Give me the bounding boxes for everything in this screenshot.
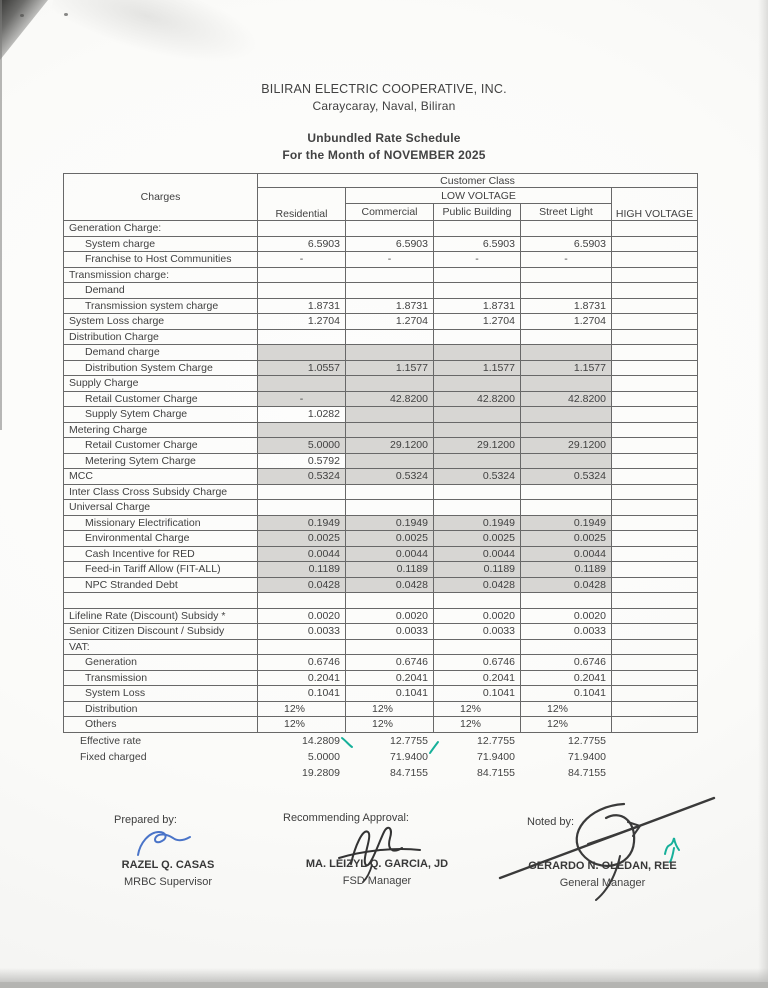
table-row xyxy=(64,608,698,624)
rate-value-cell: 0.0044 xyxy=(258,546,346,562)
summary-value-cell: 12.7755 xyxy=(390,735,428,747)
table-row xyxy=(64,701,698,717)
table-row xyxy=(64,438,698,454)
scan-smudge xyxy=(46,0,267,82)
row-label: Demand charge xyxy=(64,345,258,361)
rate-value-cell: 0.0428 xyxy=(258,577,346,593)
rate-value-cell: 1.2704 xyxy=(346,314,434,330)
rate-value-cell xyxy=(258,484,346,500)
rate-value-cell xyxy=(346,639,434,655)
table-row xyxy=(64,686,698,702)
scan-corner-fold xyxy=(0,0,48,60)
high-voltage-cell xyxy=(612,314,698,330)
rate-value-cell: 1.2704 xyxy=(521,314,612,330)
rate-value-cell xyxy=(521,500,612,516)
scan-edge-bottom-band xyxy=(0,982,768,988)
rate-value-cell: 42.8200 xyxy=(521,391,612,407)
noted-by-heading: Noted by: xyxy=(527,816,575,828)
rate-value-cell xyxy=(346,422,434,438)
rate-value-cell: 0.2041 xyxy=(346,670,434,686)
row-label: Distribution Charge xyxy=(64,329,258,345)
rate-value-cell: 29.1200 xyxy=(434,438,521,454)
row-label: Others xyxy=(64,717,258,733)
row-label: Senior Citizen Discount / Subsidy xyxy=(64,624,258,640)
table-row xyxy=(64,360,698,376)
rate-value-cell xyxy=(258,422,346,438)
rate-value-cell xyxy=(521,267,612,283)
table-row xyxy=(64,639,698,655)
rate-value-cell: - xyxy=(346,252,434,268)
rate-value-cell: 0.1949 xyxy=(346,515,434,531)
summary-value-cell: 71.9400 xyxy=(568,751,606,763)
rate-value-cell: 0.0033 xyxy=(521,624,612,640)
high-voltage-cell xyxy=(612,438,698,454)
rate-value-cell xyxy=(346,407,434,423)
summary-value-cell: 84.7155 xyxy=(477,767,515,779)
summary-row-label xyxy=(63,765,257,781)
rate-value-cell xyxy=(521,453,612,469)
low-voltage-header: LOW VOLTAGE xyxy=(346,188,612,204)
rate-value-cell: - xyxy=(521,252,612,268)
rate-value-cell: 1.1577 xyxy=(521,360,612,376)
table-row xyxy=(64,531,698,547)
table-row xyxy=(64,422,698,438)
column-header-commercial: Commercial xyxy=(346,204,434,221)
summary-value-cell: 12.7755 xyxy=(568,735,606,747)
table-row xyxy=(64,221,698,237)
rate-value-cell xyxy=(258,267,346,283)
rate-value-cell xyxy=(258,221,346,237)
rate-value-cell: 0.6746 xyxy=(521,655,612,671)
rate-value-cell xyxy=(521,221,612,237)
customer-class-header: Customer Class xyxy=(258,174,698,188)
rate-value-cell: - xyxy=(434,252,521,268)
rate-value-cell: 0.0020 xyxy=(258,608,346,624)
row-label: Transmission xyxy=(64,670,258,686)
rate-value-cell: 0.0033 xyxy=(434,624,521,640)
row-label: Retail Customer Charge xyxy=(64,391,258,407)
table-row xyxy=(64,345,698,361)
high-voltage-cell xyxy=(612,686,698,702)
column-header-street-light: Street Light xyxy=(521,204,612,221)
row-label: Franchise to Host Communities xyxy=(64,252,258,268)
rate-value-cell xyxy=(258,283,346,299)
high-voltage-cell xyxy=(612,267,698,283)
rate-value-cell: 0.1189 xyxy=(521,562,612,578)
table-row xyxy=(64,515,698,531)
table-row xyxy=(64,298,698,314)
row-label: Transmission charge: xyxy=(64,267,258,283)
high-voltage-cell xyxy=(612,717,698,733)
summary-empty-cell xyxy=(611,765,697,781)
row-label: System Loss xyxy=(64,686,258,702)
row-label: System Loss charge xyxy=(64,314,258,330)
table-row xyxy=(64,562,698,578)
row-label: MCC xyxy=(64,469,258,485)
signature-gerardo-oledan xyxy=(492,790,722,910)
row-label: Cash Incentive for RED xyxy=(64,546,258,562)
high-voltage-cell xyxy=(612,298,698,314)
row-label: VAT: xyxy=(64,639,258,655)
high-voltage-cell xyxy=(612,345,698,361)
table-row xyxy=(64,546,698,562)
org-name: BILIRAN ELECTRIC COOPERATIVE, INC. xyxy=(261,82,507,96)
high-voltage-cell xyxy=(612,701,698,717)
high-voltage-cell xyxy=(612,252,698,268)
high-voltage-cell xyxy=(612,283,698,299)
table-row xyxy=(64,329,698,345)
high-voltage-cell xyxy=(612,360,698,376)
rate-value-cell: 0.2041 xyxy=(258,670,346,686)
table-row xyxy=(64,484,698,500)
high-voltage-cell xyxy=(612,531,698,547)
rate-value-cell: 29.1200 xyxy=(521,438,612,454)
column-header-public-building: Public Building xyxy=(434,204,521,221)
summary-value-cell: 71.9400 xyxy=(477,751,515,763)
row-label: NPC Stranded Debt xyxy=(64,577,258,593)
high-voltage-cell xyxy=(612,484,698,500)
table-row xyxy=(64,376,698,392)
table-row xyxy=(64,717,698,733)
rate-table-body xyxy=(64,221,698,733)
high-voltage-cell xyxy=(612,500,698,516)
rate-value-cell: 0.0020 xyxy=(434,608,521,624)
rate-value-cell xyxy=(521,639,612,655)
rate-value-cell: 5.0000 xyxy=(258,438,346,454)
rate-value-cell: 0.1949 xyxy=(434,515,521,531)
rate-value-cell: 0.1041 xyxy=(434,686,521,702)
document-title: Unbundled Rate Schedule xyxy=(307,131,461,145)
rate-value-cell xyxy=(346,329,434,345)
high-voltage-cell xyxy=(612,329,698,345)
rate-value-cell: 0.5324 xyxy=(346,469,434,485)
signatory-title: General Manager xyxy=(559,877,646,889)
rate-value-cell: 0.0033 xyxy=(346,624,434,640)
rate-value-cell: 0.1041 xyxy=(258,686,346,702)
rate-value-cell: 6.5903 xyxy=(258,236,346,252)
rate-value-cell: 6.5903 xyxy=(346,236,434,252)
high-voltage-cell xyxy=(612,236,698,252)
rate-value-cell xyxy=(346,453,434,469)
row-label: Missionary Electrification xyxy=(64,515,258,531)
summary-row xyxy=(63,749,697,765)
rate-value-cell: 6.5903 xyxy=(521,236,612,252)
rate-value-cell: 0.0044 xyxy=(434,546,521,562)
rate-value-cell: 29.1200 xyxy=(346,438,434,454)
rate-value-cell: 1.8731 xyxy=(258,298,346,314)
rate-value-cell xyxy=(434,639,521,655)
row-label: Distribution xyxy=(64,701,258,717)
rate-value-cell: 12% xyxy=(258,717,346,733)
rate-value-cell xyxy=(434,376,521,392)
rate-value-cell xyxy=(521,329,612,345)
high-voltage-cell xyxy=(612,469,698,485)
row-label: System charge xyxy=(64,236,258,252)
rate-value-cell xyxy=(521,283,612,299)
rate-value-cell xyxy=(434,221,521,237)
rate-value-cell: 0.6746 xyxy=(258,655,346,671)
org-address: Caraycaray, Naval, Biliran xyxy=(312,99,456,113)
rate-value-cell: 0.0033 xyxy=(258,624,346,640)
rate-schedule-table xyxy=(63,173,698,733)
row-label: Supply Charge xyxy=(64,376,258,392)
rate-value-cell: 1.1577 xyxy=(434,360,521,376)
rate-value-cell xyxy=(258,593,346,609)
high-voltage-cell xyxy=(612,391,698,407)
high-voltage-cell xyxy=(612,608,698,624)
high-voltage-cell xyxy=(612,655,698,671)
rate-value-cell: 0.5324 xyxy=(258,469,346,485)
high-voltage-cell xyxy=(612,624,698,640)
rate-value-cell: 0.0044 xyxy=(521,546,612,562)
column-header-residential: Residential xyxy=(258,188,346,221)
table-row xyxy=(64,655,698,671)
rate-value-cell xyxy=(434,500,521,516)
summary-row xyxy=(63,733,697,749)
rate-value-cell xyxy=(258,376,346,392)
rate-value-cell xyxy=(346,267,434,283)
rate-value-cell: 0.1189 xyxy=(258,562,346,578)
rate-value-cell: 0.2041 xyxy=(521,670,612,686)
table-row xyxy=(64,314,698,330)
rate-value-cell: 0.5324 xyxy=(434,469,521,485)
rate-value-cell: 0.0428 xyxy=(521,577,612,593)
signatory-name: RAZEL Q. CASAS xyxy=(121,859,215,871)
rate-value-cell: 6.5903 xyxy=(434,236,521,252)
row-label xyxy=(64,593,258,609)
summary-row-label: Fixed charged xyxy=(80,751,147,763)
prepared-by-heading: Prepared by: xyxy=(114,814,177,826)
table-row xyxy=(64,500,698,516)
rate-value-cell: 0.0020 xyxy=(346,608,434,624)
rate-value-cell: 0.0025 xyxy=(258,531,346,547)
rate-value-cell xyxy=(346,221,434,237)
rate-value-cell: 0.6746 xyxy=(434,655,521,671)
table-row xyxy=(64,252,698,268)
rate-value-cell: 0.1041 xyxy=(346,686,434,702)
high-voltage-cell xyxy=(612,546,698,562)
rate-value-cell: 0.1949 xyxy=(521,515,612,531)
row-label: Universal Charge xyxy=(64,500,258,516)
rate-value-cell: 1.2704 xyxy=(434,314,521,330)
rate-value-cell xyxy=(434,283,521,299)
rate-value-cell: 12% xyxy=(258,701,346,717)
rate-value-cell xyxy=(434,407,521,423)
document-period: For the Month of NOVEMBER 2025 xyxy=(282,148,486,162)
table-row xyxy=(64,469,698,485)
rate-value-cell: 1.8731 xyxy=(521,298,612,314)
rate-value-cell: 0.0428 xyxy=(346,577,434,593)
high-voltage-cell xyxy=(612,407,698,423)
rate-value-cell xyxy=(346,345,434,361)
summary-value-cell: 12.7755 xyxy=(477,735,515,747)
rate-value-cell: 0.2041 xyxy=(434,670,521,686)
scan-edge-left xyxy=(0,0,2,430)
rate-value-cell xyxy=(258,345,346,361)
rate-value-cell xyxy=(521,407,612,423)
row-label: Feed-in Tariff Allow (FIT-ALL) xyxy=(64,562,258,578)
rate-value-cell xyxy=(258,500,346,516)
row-label: Transmission system charge xyxy=(64,298,258,314)
rate-value-cell: 1.8731 xyxy=(346,298,434,314)
summary-table xyxy=(63,733,697,781)
check-mark-icon xyxy=(340,736,354,749)
signatory-name: GERARDO N. OLEDAN, REE xyxy=(528,860,677,872)
rate-value-cell xyxy=(521,484,612,500)
row-label: Supply Sytem Charge xyxy=(64,407,258,423)
high-voltage-cell xyxy=(612,577,698,593)
high-voltage-cell xyxy=(612,453,698,469)
row-label: Retail Customer Charge xyxy=(64,438,258,454)
rate-value-cell: 1.1577 xyxy=(346,360,434,376)
rate-value-cell: - xyxy=(258,391,346,407)
rate-value-cell xyxy=(434,329,521,345)
rate-value-cell: 0.0025 xyxy=(434,531,521,547)
summary-empty-cell xyxy=(611,733,697,749)
high-voltage-cell xyxy=(612,515,698,531)
summary-value-cell: 84.7155 xyxy=(390,767,428,779)
rate-value-cell: 0.0428 xyxy=(434,577,521,593)
rate-value-cell xyxy=(434,422,521,438)
high-voltage-cell xyxy=(612,422,698,438)
table-row xyxy=(64,267,698,283)
rate-value-cell xyxy=(434,484,521,500)
rate-value-cell: 0.0044 xyxy=(346,546,434,562)
rate-value-cell xyxy=(346,500,434,516)
rate-value-cell: 42.8200 xyxy=(346,391,434,407)
high-voltage-cell xyxy=(612,562,698,578)
summary-row xyxy=(63,765,697,781)
high-voltage-cell xyxy=(612,221,698,237)
rate-value-cell xyxy=(258,639,346,655)
rate-value-cell: 1.0282 xyxy=(258,407,346,423)
row-label: Lifeline Rate (Discount) Subsidy * xyxy=(64,608,258,624)
row-label: Inter Class Cross Subsidy Charge xyxy=(64,484,258,500)
table-row xyxy=(64,407,698,423)
rate-value-cell: 1.2704 xyxy=(258,314,346,330)
table-row xyxy=(64,453,698,469)
rate-value-cell xyxy=(434,267,521,283)
summary-empty-cell xyxy=(611,749,697,765)
summary-value-cell: 84.7155 xyxy=(568,767,606,779)
table-row xyxy=(64,577,698,593)
recommending-approval-heading: Recommending Approval: xyxy=(283,812,409,824)
rate-value-cell: 12% xyxy=(346,701,434,717)
rate-value-cell xyxy=(346,593,434,609)
signatory-name: MA. LEIZYL Q. GARCIA, JD xyxy=(305,858,449,870)
rate-value-cell xyxy=(521,345,612,361)
signatory-title: FSD Manager xyxy=(342,875,412,887)
row-label: Generation xyxy=(64,655,258,671)
row-label: Distribution System Charge xyxy=(64,360,258,376)
table-row xyxy=(64,283,698,299)
check-mark-icon xyxy=(427,740,441,755)
rate-value-cell: 0.5792 xyxy=(258,453,346,469)
table-row xyxy=(64,624,698,640)
rate-value-cell: 0.0025 xyxy=(521,531,612,547)
rate-value-cell: - xyxy=(258,252,346,268)
high-voltage-cell xyxy=(612,593,698,609)
row-label: Generation Charge: xyxy=(64,221,258,237)
rate-value-cell: 1.8731 xyxy=(434,298,521,314)
row-label: Metering Sytem Charge xyxy=(64,453,258,469)
rate-value-cell: 0.5324 xyxy=(521,469,612,485)
rate-value-cell: 12% xyxy=(434,701,521,717)
high-voltage-cell xyxy=(612,376,698,392)
signatory-title: MRBC Supervisor xyxy=(123,876,213,888)
rate-value-cell: 0.1189 xyxy=(434,562,521,578)
rate-value-cell xyxy=(346,376,434,392)
scan-dust-speck xyxy=(20,14,24,17)
rate-value-cell xyxy=(521,376,612,392)
signature-razel-casas xyxy=(133,828,197,862)
rate-value-cell: 42.8200 xyxy=(434,391,521,407)
table-row xyxy=(64,593,698,609)
rate-value-cell xyxy=(346,283,434,299)
rate-value-cell: 12% xyxy=(346,717,434,733)
rate-value-cell: 0.0025 xyxy=(346,531,434,547)
rate-value-cell xyxy=(521,422,612,438)
rate-value-cell xyxy=(258,329,346,345)
row-label: Environmental Charge xyxy=(64,531,258,547)
rate-value-cell: 0.1949 xyxy=(258,515,346,531)
summary-value-cell: 19.2809 xyxy=(302,767,340,779)
rate-value-cell: 0.6746 xyxy=(346,655,434,671)
summary-value-cell: 14.2809 xyxy=(302,735,340,747)
table-row xyxy=(64,670,698,686)
summary-value-cell: 5.0000 xyxy=(307,751,340,763)
summary-row-label: Effective rate xyxy=(80,735,142,747)
table-row xyxy=(64,391,698,407)
charges-header: Charges xyxy=(64,174,258,221)
summary-table-body xyxy=(63,733,697,781)
row-label: Metering Charge xyxy=(64,422,258,438)
summary-value-cell: 71.9400 xyxy=(390,751,428,763)
rate-value-cell: 0.0020 xyxy=(521,608,612,624)
rate-value-cell: 0.1041 xyxy=(521,686,612,702)
rate-value-cell: 12% xyxy=(521,717,612,733)
table-row xyxy=(64,236,698,252)
row-label: Demand xyxy=(64,283,258,299)
rate-value-cell xyxy=(521,593,612,609)
rate-value-cell: 12% xyxy=(521,701,612,717)
rate-value-cell: 1.0557 xyxy=(258,360,346,376)
scan-dust-speck xyxy=(64,13,68,16)
rate-value-cell xyxy=(434,593,521,609)
rate-value-cell xyxy=(346,484,434,500)
rate-value-cell xyxy=(434,453,521,469)
rate-value-cell: 12% xyxy=(434,717,521,733)
rate-value-cell xyxy=(434,345,521,361)
high-voltage-cell xyxy=(612,639,698,655)
rate-value-cell: 0.1189 xyxy=(346,562,434,578)
high-voltage-header: HIGH VOLTAGE xyxy=(612,188,698,221)
high-voltage-cell xyxy=(612,670,698,686)
